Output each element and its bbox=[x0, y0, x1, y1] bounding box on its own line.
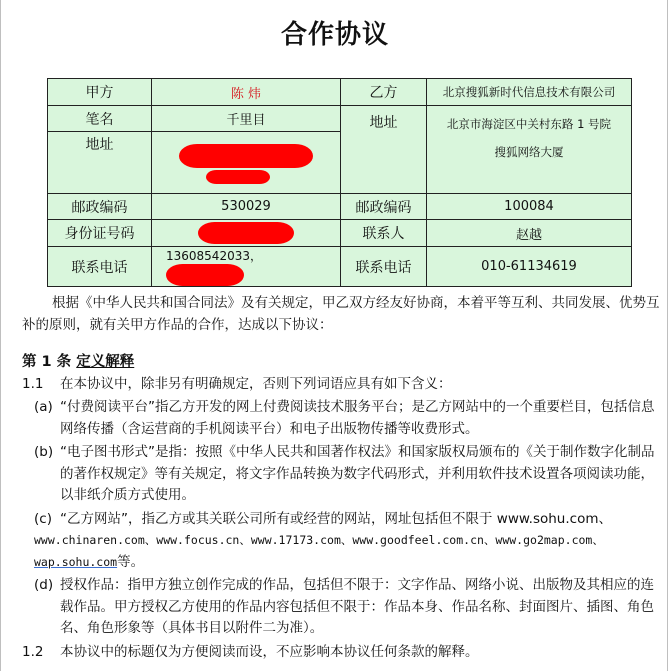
item-text: “电子图书形式”是指：按照《中华人民共和国著作权法》和国家版权局颁布的《关于制作数字化制品的著作权规定》等有关规定，将文字作品转换为数字代码形式，并利用软件技术设置各项阅读功能，以非纸介质方式使用。 bbox=[60, 444, 655, 503]
party-a-postal-label: 邮政编码 bbox=[48, 194, 152, 220]
party-b-phone-label: 联系电话 bbox=[341, 247, 427, 287]
pen-name-label: 笔名 bbox=[48, 106, 152, 132]
party-a-phone-number: 13608542033， bbox=[166, 249, 262, 263]
table-row bbox=[48, 106, 632, 132]
pen-name: 千里目 bbox=[152, 106, 341, 132]
redaction-mark bbox=[198, 222, 294, 244]
party-a-address-redacted bbox=[152, 132, 341, 194]
party-b-phone: 010-61134619 bbox=[427, 247, 632, 287]
clause-1-heading bbox=[22, 352, 662, 374]
table-row bbox=[48, 194, 632, 220]
party-b-address bbox=[427, 106, 632, 194]
party-b-postal: 100084 bbox=[427, 194, 632, 220]
item-label: (d) bbox=[34, 577, 54, 593]
item-c-line1: “乙方网站”，指乙方或其关联公司所有或经营的网站，网址包括但不限于 www.sohu.com、 bbox=[60, 510, 612, 527]
party-a-phone-label: 联系电话 bbox=[48, 247, 152, 287]
clause-1-number: 第 1 条 bbox=[22, 354, 72, 370]
item-text: 在本协议中，除非另有明确规定，否则下列词语应具有如下含义： bbox=[60, 375, 452, 392]
redaction-mark bbox=[206, 170, 270, 184]
item-text: 本协议中的标题仅为方便阅读而设，不应影响本协议任何条款的解释。 bbox=[60, 643, 479, 660]
page-left-edge bbox=[0, 0, 1, 671]
party-b-address-label: 地址 bbox=[341, 106, 427, 194]
id-number-label: 身份证号码 bbox=[48, 220, 152, 247]
item-d bbox=[22, 575, 662, 640]
website-link[interactable]: wap.sohu.com bbox=[34, 554, 118, 569]
item-text: 授权作品：指甲方独立创作完成的作品，包括但不限于：文字作品、网络小说、出版物及其相应的连载作品。甲方授权乙方使用的作品内容包括但不限于：作品本身、作品名称、封面图片、插图、角色名、角色形象等（具体书目以附件二为准）。 bbox=[60, 577, 654, 636]
table-row bbox=[48, 220, 632, 247]
intro-paragraph: 根据《中华人民共和国合同法》及有关规定，甲乙双方经友好协商，本着平等互利、共同发展、优势互补的原则，就有关甲方作品的合作，达成以下协议： bbox=[22, 295, 660, 333]
item-label: (a) bbox=[34, 399, 53, 415]
party-b-address-line2: 搜狐网络大厦 bbox=[494, 145, 564, 159]
contact-person: 赵越 bbox=[427, 220, 632, 247]
party-b-name: 北京搜狐新时代信息技术有限公司 bbox=[427, 79, 632, 106]
page-right-edge bbox=[667, 0, 668, 671]
document-title: 合作协议 bbox=[280, 20, 389, 50]
party-b-label: 乙方 bbox=[341, 79, 427, 106]
item-label: (c) bbox=[34, 510, 52, 527]
table-row bbox=[48, 79, 632, 106]
redaction-mark bbox=[166, 264, 244, 286]
party-a-postal: 530029 bbox=[152, 194, 341, 220]
item-c-suffix: 等。 bbox=[117, 553, 145, 570]
item-c-line3 bbox=[34, 552, 662, 574]
party-a-label: 甲方 bbox=[48, 79, 152, 106]
party-a-name: 陈 炜 bbox=[152, 79, 341, 106]
item-text: “付费阅读平台”指乙方开发的网上付费阅读技术服务平台；是乙方网站中的一个重要栏目，包括信息网络传播（含运营商的手机阅读平台）和电子出版物传播等收费形式。 bbox=[60, 399, 655, 437]
item-label: (b) bbox=[34, 444, 54, 460]
party-b-address-line1: 北京市海淀区中关村东路 1 号院 bbox=[446, 117, 612, 131]
clause-1-title: 定义解释 bbox=[76, 354, 135, 370]
item-c bbox=[22, 509, 662, 574]
item-a bbox=[22, 397, 662, 440]
item-b bbox=[22, 442, 662, 507]
id-number-redacted bbox=[152, 220, 341, 247]
item-number: 1.1 bbox=[22, 375, 44, 392]
redaction-mark bbox=[179, 144, 313, 168]
party-a-address-label: 地址 bbox=[48, 132, 152, 194]
item-c-line2: www.chinaren.com、www.focus.cn、www.17173.com、www.goodfeel.com.cn、www.go2map.com、 bbox=[34, 533, 604, 547]
party-info-table bbox=[47, 78, 632, 287]
item-number: 1.2 bbox=[22, 643, 44, 660]
party-b-postal-label: 邮政编码 bbox=[341, 194, 427, 220]
table-row bbox=[48, 247, 632, 287]
item-1-2 bbox=[22, 642, 662, 664]
agreement-body bbox=[22, 293, 662, 663]
contact-person-label: 联系人 bbox=[341, 220, 427, 247]
party-a-phone bbox=[152, 247, 341, 287]
item-text bbox=[34, 509, 662, 574]
item-1-1 bbox=[22, 374, 662, 396]
